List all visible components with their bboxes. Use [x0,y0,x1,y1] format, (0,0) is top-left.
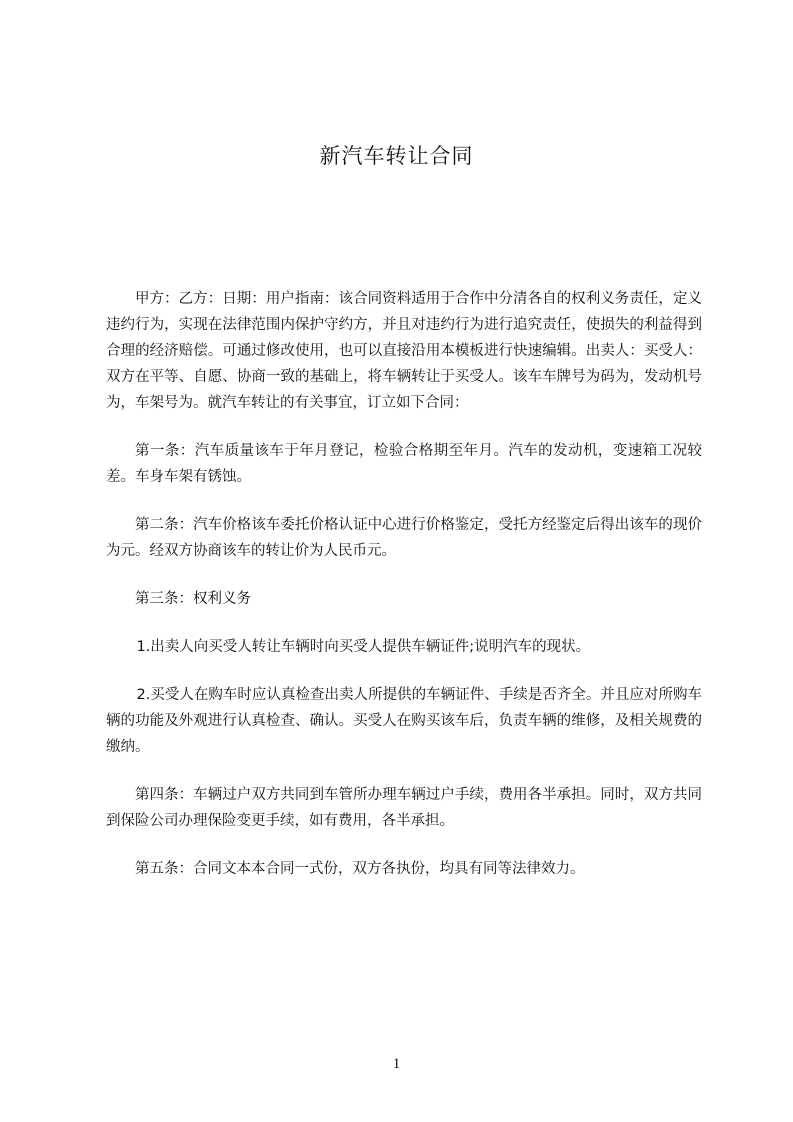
article-2-paragraph: 第二条：汽车价格该车委托价格认证中心进行价格鉴定，受托方经鉴定后得出该车的现价为元。经双方协商该车的转让价为人民币元。 [106,517,702,559]
page-number: 1 [392,1056,401,1072]
article-4-paragraph: 第四条：车辆过户双方共同到车管所办理车辆过户手续，费用各半承担。同时，双方共同到保险公司办理保险变更手续，如有费用，各半承担。 [106,787,702,829]
document-title: 新汽车转让合同 [319,144,474,168]
article-3-heading: 第三条：权利义务 [135,591,251,607]
article-3-item-2: 2.买受人在购车时应认真检查出卖人所提供的车辆证件、手续是否齐全。并且应对所购车辆的功能及外观进行认真检查、确认。买受人在购买该车后，负责车辆的维修，及相关规费的缴纳。 [106,687,702,755]
article-1-paragraph: 第一条：汽车质量该车于年月登记，检验合格期至年月。汽车的发动机，变速箱工况较差。车身车架有锈蚀。 [106,443,702,485]
document-body [106,286,702,904]
article-5-paragraph: 第五条：合同文本本合同一式份，双方各执份，均具有同等法律效力。 [135,861,585,877]
preamble-paragraph: 甲方：乙方：日期：用户指南：该合同资料适用于合作中分清各自的权利义务责任，定义违约行为，实现在法律范围内保护守约方，并且对违约行为进行追究责任，使损失的利益得到合理的经济赔偿。可通过修改使用，也可以直接沿用本模板进行快速编辑。出卖人：买受人：双方在平等、自愿、协商一致的基础上，将车辆转让于买受人。该车车牌号为码为，发动机号为，车架号为。就汽车转让的有关事宜，订立如下合同： [106,291,702,411]
article-3-item-1: 1.出卖人向买受人转让车辆时向买受人提供车辆证件;说明汽车的现状。 [136,639,591,655]
